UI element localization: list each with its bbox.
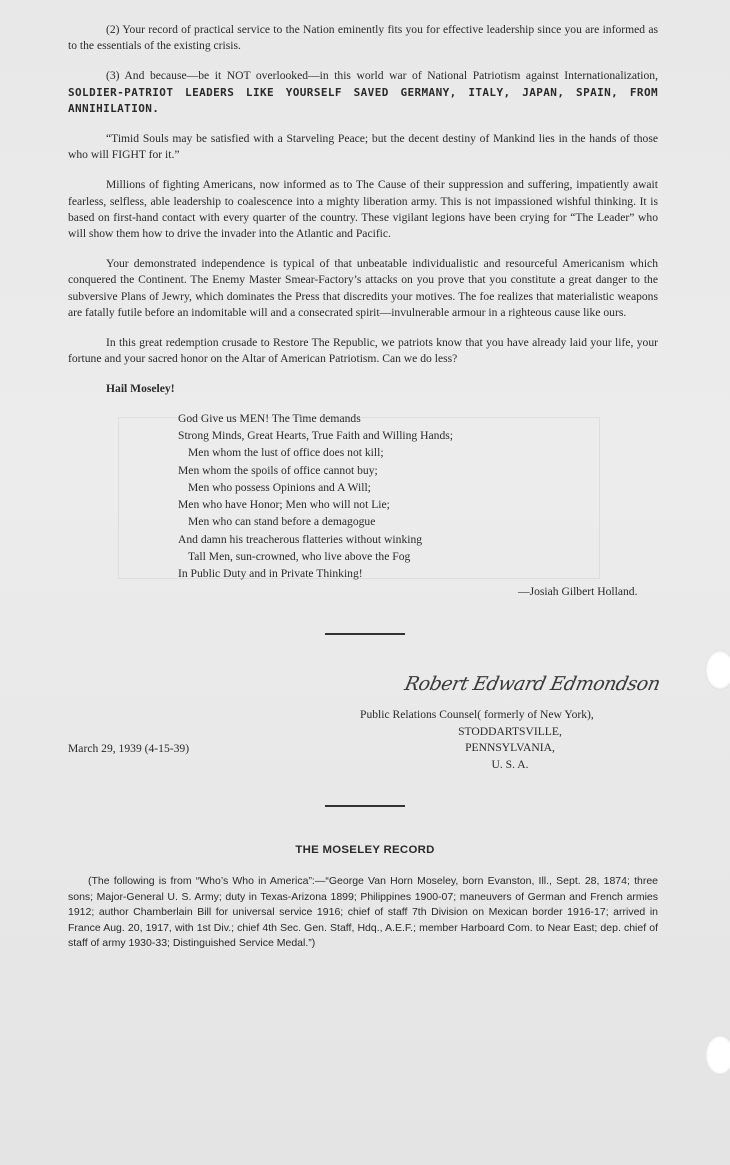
- address-line: U. S. A.: [491, 757, 529, 771]
- poem-line: In Public Duty and in Private Thinking!: [178, 567, 363, 581]
- paragraph-2: (2) Your record of practical service to the Nation eminently fits you for effective leadership since you are informed as to the essentials of the existing crisis.: [68, 23, 658, 53]
- paragraph-4: Millions of fighting Americans, now informed as to The Cause of their suppression and suffering, impatiently await fearless, selfless, able leadership to coalescence into a mighty liberation army. This is not impassioned wishful thinking. It is based on first-hand contact with every quarter of the country. These vigilant legions have been crying for “The Leader” who will show them how to drive the invader into the Atlantic and Pacific.: [68, 178, 658, 241]
- record-title: THE MOSELEY RECORD: [295, 844, 435, 856]
- quote-paragraph: “Timid Souls may be satisfied with a Starveling Peace; but the decent destiny of Mankind lies in the hands of those who will FIGHT for it.”: [68, 132, 658, 162]
- paragraph-3-emphasis: SOLDIER-PATRIOT LEADERS LIKE YOURSELF SAVED GERMANY, ITALY, JAPAN, SPAIN, FROM ANNIHILATION.: [68, 85, 658, 115]
- binder-hole-top: [705, 650, 730, 690]
- paragraph-5: Your demonstrated independence is typical of that unbeatable individualistic and resourceful Americanism which conquered the Continent. The Enemy Master Smear-Factory’s attacks on you prove that you constitute a great danger to the subversive Plans of Jewry, which dominates the Press that discredits your motives. The foe realizes that materialistic weapons are fatally futile before an indomitable will and a consecrated spirit—invulnerable armour in a righteous cause like ours.: [68, 257, 658, 319]
- salutation: Hail Moseley!: [106, 382, 175, 396]
- address-line: PENNSYLVANIA,: [465, 741, 555, 754]
- binder-hole-bottom: [705, 1035, 730, 1075]
- paragraph-6: In this great redemption crusade to Restore The Republic, we patriots know that you have already laid your life, your fortune and your sacred honor on the Altar of American Patriotism. Can we do less?: [68, 336, 658, 366]
- paragraph-3-text: (3) And because—be it NOT overlooked—in this world war of National Patriotism against Internationalization,: [106, 69, 658, 83]
- address-block: [360, 707, 660, 773]
- poem-line: Men who possess Opinions and A Will;: [188, 480, 371, 494]
- poem-line: Men who can stand before a demagogue: [188, 515, 376, 529]
- poem-line: God Give us MEN! The Time demands: [178, 411, 361, 425]
- signature: Robert Edward Edmondson: [402, 673, 662, 695]
- poem-line: Tall Men, sun-crowned, who live above the Fog: [188, 550, 411, 564]
- poem-line: Strong Minds, Great Hearts, True Faith and Willing Hands;: [178, 428, 453, 442]
- poem: [178, 410, 658, 600]
- poem-line: Men whom the spoils of office cannot buy;: [178, 463, 378, 477]
- paragraph-3: [68, 68, 658, 117]
- poem-author: —Josiah Gilbert Holland.: [518, 584, 638, 598]
- poem-line: Men whom the lust of office does not kill;: [188, 446, 384, 460]
- address-line: Public Relations Counsel( formerly of New York),: [360, 708, 594, 721]
- poem-line: And damn his treacherous flatteries without winking: [178, 532, 423, 546]
- letter-date: March 29, 1939 (4-15-39): [68, 742, 190, 755]
- letter-body: [68, 22, 658, 600]
- record-text: (The following is from “Who’s Who in America”:—“George Van Horn Moseley, born Evanston, Ill., Sept. 28, 1874; three sons; Major-General U. S. Army; duty in Texas-Arizona 1899; Philippines 1900-07; maneuvers of German and French armies 1912; author Chamberlain Bill for universal service 1916; chief of staff 7th Division on Mexican border 1916-17; arrived in France Aug. 20, 1917, with 1st Div.; chief 4th Sec. Gen. Staff, Hdq., A.E.F.; member Harboard Com. to Near East; dep. chief of staff of army 1930-33; Distinguished Service Medal.”): [68, 875, 658, 949]
- divider-top: [325, 633, 405, 635]
- address-line: STODDARTSVILLE,: [458, 724, 562, 738]
- divider-bottom: [325, 805, 405, 807]
- poem-line: Men who have Honor; Men who will not Lie;: [178, 498, 390, 512]
